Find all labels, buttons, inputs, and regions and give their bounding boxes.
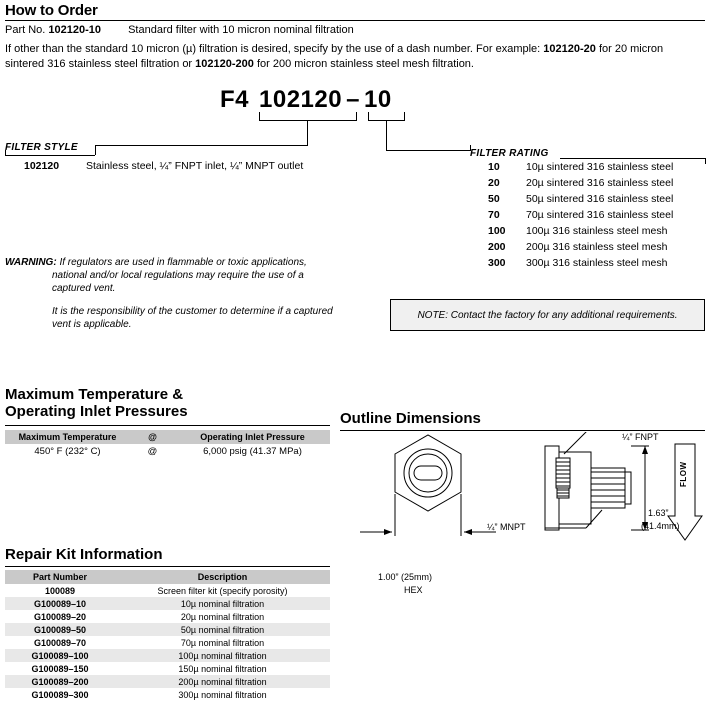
rating-desc: 50µ sintered 316 stainless steel bbox=[526, 193, 674, 205]
rating-desc: 200µ 316 stainless steel mesh bbox=[526, 241, 668, 253]
max-temperature-title bbox=[5, 386, 305, 420]
how-to-order-title: How to Order bbox=[5, 2, 98, 19]
table-row bbox=[5, 675, 330, 688]
part-number-line bbox=[5, 24, 354, 36]
cell-description: Screen filter kit (specify porosity) bbox=[157, 585, 288, 596]
list-item bbox=[488, 241, 673, 257]
list-item bbox=[488, 193, 673, 209]
table-row bbox=[5, 584, 330, 597]
cell-part-number: G100089–100 bbox=[5, 649, 115, 662]
rating-code: 200 bbox=[488, 241, 506, 253]
rating-desc: 10µ sintered 316 stainless steel bbox=[526, 161, 674, 173]
filter-style-code: 102120 bbox=[24, 160, 60, 172]
warning-title: WARNING: bbox=[5, 257, 57, 268]
filter-rating-heading: FILTER RATING bbox=[470, 148, 549, 159]
label-flow: FLOW bbox=[679, 461, 688, 487]
warning-paragraph-1: If regulators are used in flammable or toxic applications, national and/or local regulations may require the use of a captured vent. bbox=[52, 257, 307, 294]
leader-rating-underline bbox=[560, 158, 705, 159]
cell-description: 300µ nominal filtration bbox=[178, 689, 267, 700]
rating-desc: 70µ sintered 316 stainless steel bbox=[526, 209, 674, 221]
cell-max-temperature: 450° F (232° C) bbox=[34, 446, 101, 457]
list-item bbox=[488, 209, 673, 225]
rating-code: 10 bbox=[488, 161, 500, 173]
intro-text-3: for 200 micron stainless steel mesh filtration. bbox=[253, 58, 474, 70]
col-at: @ bbox=[130, 430, 175, 444]
pn-suffix: 10 bbox=[363, 86, 392, 113]
cell-part-number: G100089–10 bbox=[5, 597, 115, 610]
leader-style-drop bbox=[95, 145, 96, 155]
cell-part-number: 100089 bbox=[44, 585, 76, 596]
label-height-mm: (41.4mm) bbox=[641, 521, 680, 531]
max-temperature-title-line1: Maximum Temperature & bbox=[5, 386, 184, 403]
list-item bbox=[488, 177, 673, 193]
section-divider-how-to-order bbox=[5, 20, 705, 21]
filter-style-row bbox=[24, 160, 303, 172]
ordering-instructions bbox=[5, 42, 705, 72]
label-quarter-mnpt: ¼” MNPT bbox=[487, 522, 526, 532]
cell-description: 20µ nominal filtration bbox=[180, 611, 265, 622]
cell-description: 70µ nominal filtration bbox=[180, 637, 265, 648]
cell-description: 50µ nominal filtration bbox=[115, 623, 330, 636]
leader-rating-vertical bbox=[386, 121, 387, 150]
col-part-number: Part Number bbox=[5, 570, 115, 584]
label-hex: HEX bbox=[404, 585, 423, 595]
part-no-label: Part No. bbox=[5, 24, 46, 36]
col-max-temperature: Maximum Temperature bbox=[5, 430, 130, 444]
cell-operating-pressure: 6,000 psig (41.37 MPa) bbox=[203, 446, 302, 457]
warning-paragraph-2: It is the responsibility of the customer to determine if a captured vent is applicable. bbox=[52, 306, 333, 330]
leader-rating-tick-right bbox=[705, 158, 706, 164]
intro-text-1: If other than the standard 10 micron (µ) filtration is desired, specify by the use of a dash number. For example: bbox=[5, 43, 544, 55]
leader-style-vertical bbox=[307, 121, 308, 145]
cell-description: 10µ nominal filtration bbox=[115, 597, 330, 610]
table-row bbox=[5, 597, 330, 610]
rating-code: 300 bbox=[488, 257, 506, 269]
table-row bbox=[5, 688, 330, 701]
section-divider-max-temperature bbox=[5, 425, 330, 426]
filter-rating-list bbox=[488, 161, 673, 273]
table-row bbox=[5, 610, 330, 623]
label-quarter-fnpt: ¼” FNPT bbox=[622, 432, 659, 442]
outline-dimensions-title: Outline Dimensions bbox=[340, 410, 481, 427]
cell-description: 100µ nominal filtration bbox=[115, 649, 330, 662]
section-divider-repair-kit bbox=[5, 566, 330, 567]
col-description: Description bbox=[115, 570, 330, 584]
filter-style-heading: FILTER STYLE bbox=[5, 142, 78, 153]
list-item bbox=[488, 225, 673, 241]
section-divider-outline bbox=[340, 430, 705, 431]
intro-example-2: 102120-200 bbox=[195, 58, 254, 70]
rating-code: 20 bbox=[488, 177, 500, 189]
rating-desc: 20µ sintered 316 stainless steel bbox=[526, 177, 674, 189]
rating-code: 70 bbox=[488, 209, 500, 221]
note-box bbox=[390, 299, 705, 331]
cell-part-number: G100089–70 bbox=[33, 637, 87, 648]
part-no-value: 102120-10 bbox=[48, 24, 102, 36]
pn-base: 102120 bbox=[259, 86, 343, 113]
part-no-description: Standard filter with 10 micron nominal filtration bbox=[128, 24, 354, 36]
cell-at: @ bbox=[147, 446, 158, 457]
intro-example-1: 102120-20 bbox=[543, 43, 596, 55]
max-temperature-table bbox=[5, 430, 330, 459]
cell-part-number: G100089–20 bbox=[33, 611, 87, 622]
label-hex-dimension: 1.00” (25mm) bbox=[378, 572, 433, 582]
cell-description: 200µ nominal filtration bbox=[115, 675, 330, 688]
rating-desc: 300µ 316 stainless steel mesh bbox=[526, 257, 668, 269]
note-text: NOTE: Contact the factory for any additional requirements. bbox=[417, 309, 678, 321]
rating-code: 100 bbox=[488, 225, 506, 237]
pn-dash: – bbox=[346, 86, 360, 113]
cell-part-number: G100089–50 bbox=[5, 623, 115, 636]
intro-text-2: for 20 micron sintered 316 stainless steel filtration or bbox=[5, 43, 664, 70]
cell-part-number: G100089–200 bbox=[5, 675, 115, 688]
leader-style-horizontal bbox=[95, 145, 308, 146]
warning-paragraph-1-wrap bbox=[5, 256, 335, 295]
table-header-row bbox=[5, 570, 330, 584]
pn-suffix-bracket bbox=[368, 112, 405, 121]
cell-part-number: G100089–150 bbox=[31, 663, 89, 674]
list-item bbox=[488, 161, 673, 177]
max-temperature-title-line2: Operating Inlet Pressures bbox=[5, 403, 188, 420]
table-row bbox=[5, 444, 330, 459]
col-operating-pressure: Operating Inlet Pressure bbox=[175, 430, 330, 444]
warning-block bbox=[5, 256, 335, 331]
list-item bbox=[488, 257, 673, 273]
pn-prefix: F4 bbox=[220, 86, 250, 113]
label-height-inches: 1.63” bbox=[648, 508, 669, 518]
table-row bbox=[5, 636, 330, 649]
table-header-row bbox=[5, 430, 330, 444]
leader-style-underline bbox=[5, 155, 95, 156]
table-row bbox=[5, 623, 330, 636]
leader-rating-horizontal bbox=[386, 150, 470, 151]
cell-description: 150µ nominal filtration bbox=[178, 663, 267, 674]
repair-kit-title: Repair Kit Information bbox=[5, 546, 163, 563]
cell-part-number: G100089–300 bbox=[31, 689, 89, 700]
filter-style-description: Stainless steel, ¼” FNPT inlet, ¼” MNPT outlet bbox=[86, 160, 304, 172]
table-row bbox=[5, 649, 330, 662]
rating-code: 50 bbox=[488, 193, 500, 205]
table-row bbox=[5, 662, 330, 675]
pn-base-bracket bbox=[259, 112, 357, 121]
part-number-builder bbox=[220, 86, 392, 114]
rating-desc: 100µ 316 stainless steel mesh bbox=[526, 225, 668, 237]
repair-kit-table bbox=[5, 570, 330, 701]
